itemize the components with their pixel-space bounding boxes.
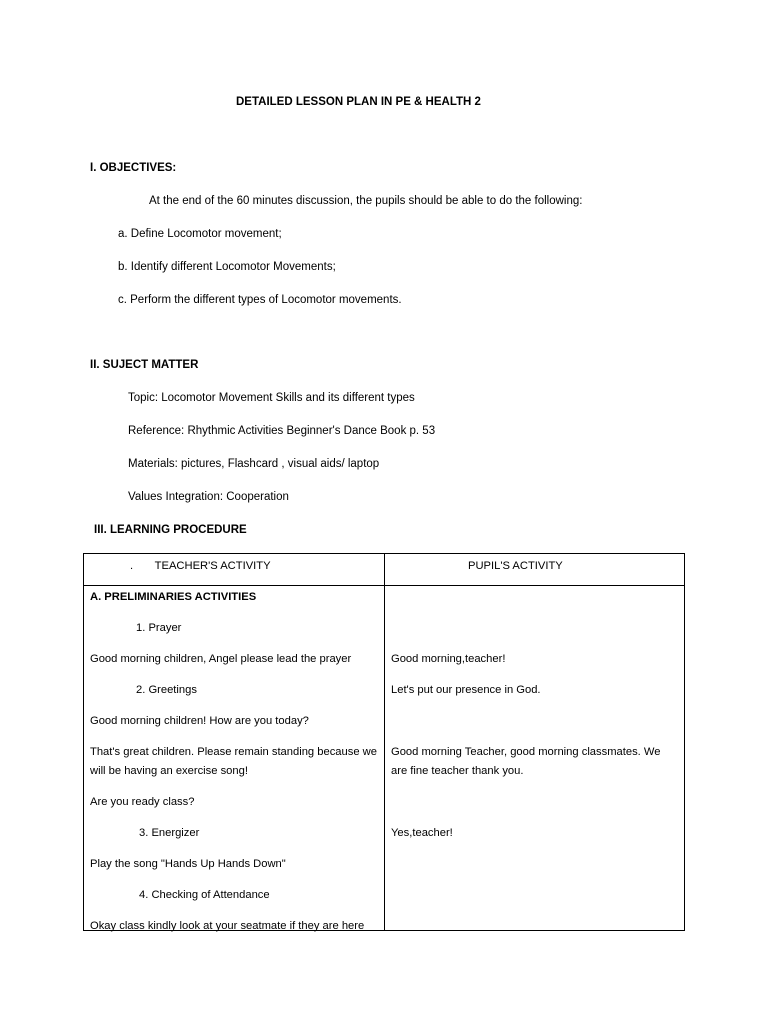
subject-topic: Topic: Locomotor Movement Skills and its different types	[128, 392, 415, 404]
objectives-heading: I. OBJECTIVES:	[90, 162, 177, 174]
teacher-prayer-label: 1. Prayer	[136, 622, 182, 634]
teacher-attendance-label: 4. Checking of Attendance	[139, 889, 270, 901]
table-column-divider	[384, 554, 385, 930]
subject-reference: Reference: Rhythmic Activities Beginner's Dance Book p. 53	[128, 425, 436, 437]
teacher-prayer-line: Good morning children, Angel please lead the prayer	[90, 653, 352, 665]
objectives-intro: At the end of the 60 minutes discussion, the pupils should be able to do the following:	[149, 195, 583, 207]
objective-item: a. Define Locomotor movement;	[118, 228, 282, 240]
learning-procedure-heading: III. LEARNING PROCEDURE	[94, 524, 247, 536]
teacher-greetings-label: 2. Greetings	[136, 684, 197, 696]
teacher-standing-line: That's great children. Please remain standing because we will be having an exercise song!	[90, 746, 377, 777]
teacher-song-line: Play the song "Hands Up Hands Down"	[90, 858, 286, 870]
subject-values: Values Integration: Cooperation	[128, 491, 289, 503]
objective-item: b. Identify different Locomotor Movements;	[118, 261, 336, 273]
table-header-divider	[84, 585, 684, 586]
pupil-reply: Let's put our presence in God.	[391, 684, 541, 696]
preliminaries-section-title: A. PRELIMINARIES ACTIVITIES	[90, 591, 257, 603]
activity-table	[83, 553, 685, 931]
subject-materials: Materials: pictures, Flashcard , visual aids/ laptop	[128, 458, 380, 470]
teacher-energizer-label: 3. Energizer	[139, 827, 200, 839]
teacher-ready-line: Are you ready class?	[90, 796, 195, 808]
pupil-reply: Good morning Teacher, good morning classmates. We are fine teacher thank you.	[391, 746, 661, 777]
subject-matter-heading: II. SUJECT MATTER	[90, 359, 199, 371]
teacher-activity-header: . TEACHER'S ACTIVITY	[130, 560, 271, 572]
pupil-activity-header: PUPIL'S ACTIVITY	[468, 560, 563, 572]
page-title: DETAILED LESSON PLAN IN PE & HEALTH 2	[236, 96, 481, 108]
pupil-reply: Yes,teacher!	[391, 827, 453, 839]
teacher-seatmate-line: Okay class kindly look at your seatmate if they are here	[90, 920, 365, 932]
objective-item: c. Perform the different types of Locomotor movements.	[118, 294, 402, 306]
teacher-greetings-line: Good morning children! How are you today?	[90, 715, 309, 727]
pupil-reply: Good morning,teacher!	[391, 653, 506, 665]
